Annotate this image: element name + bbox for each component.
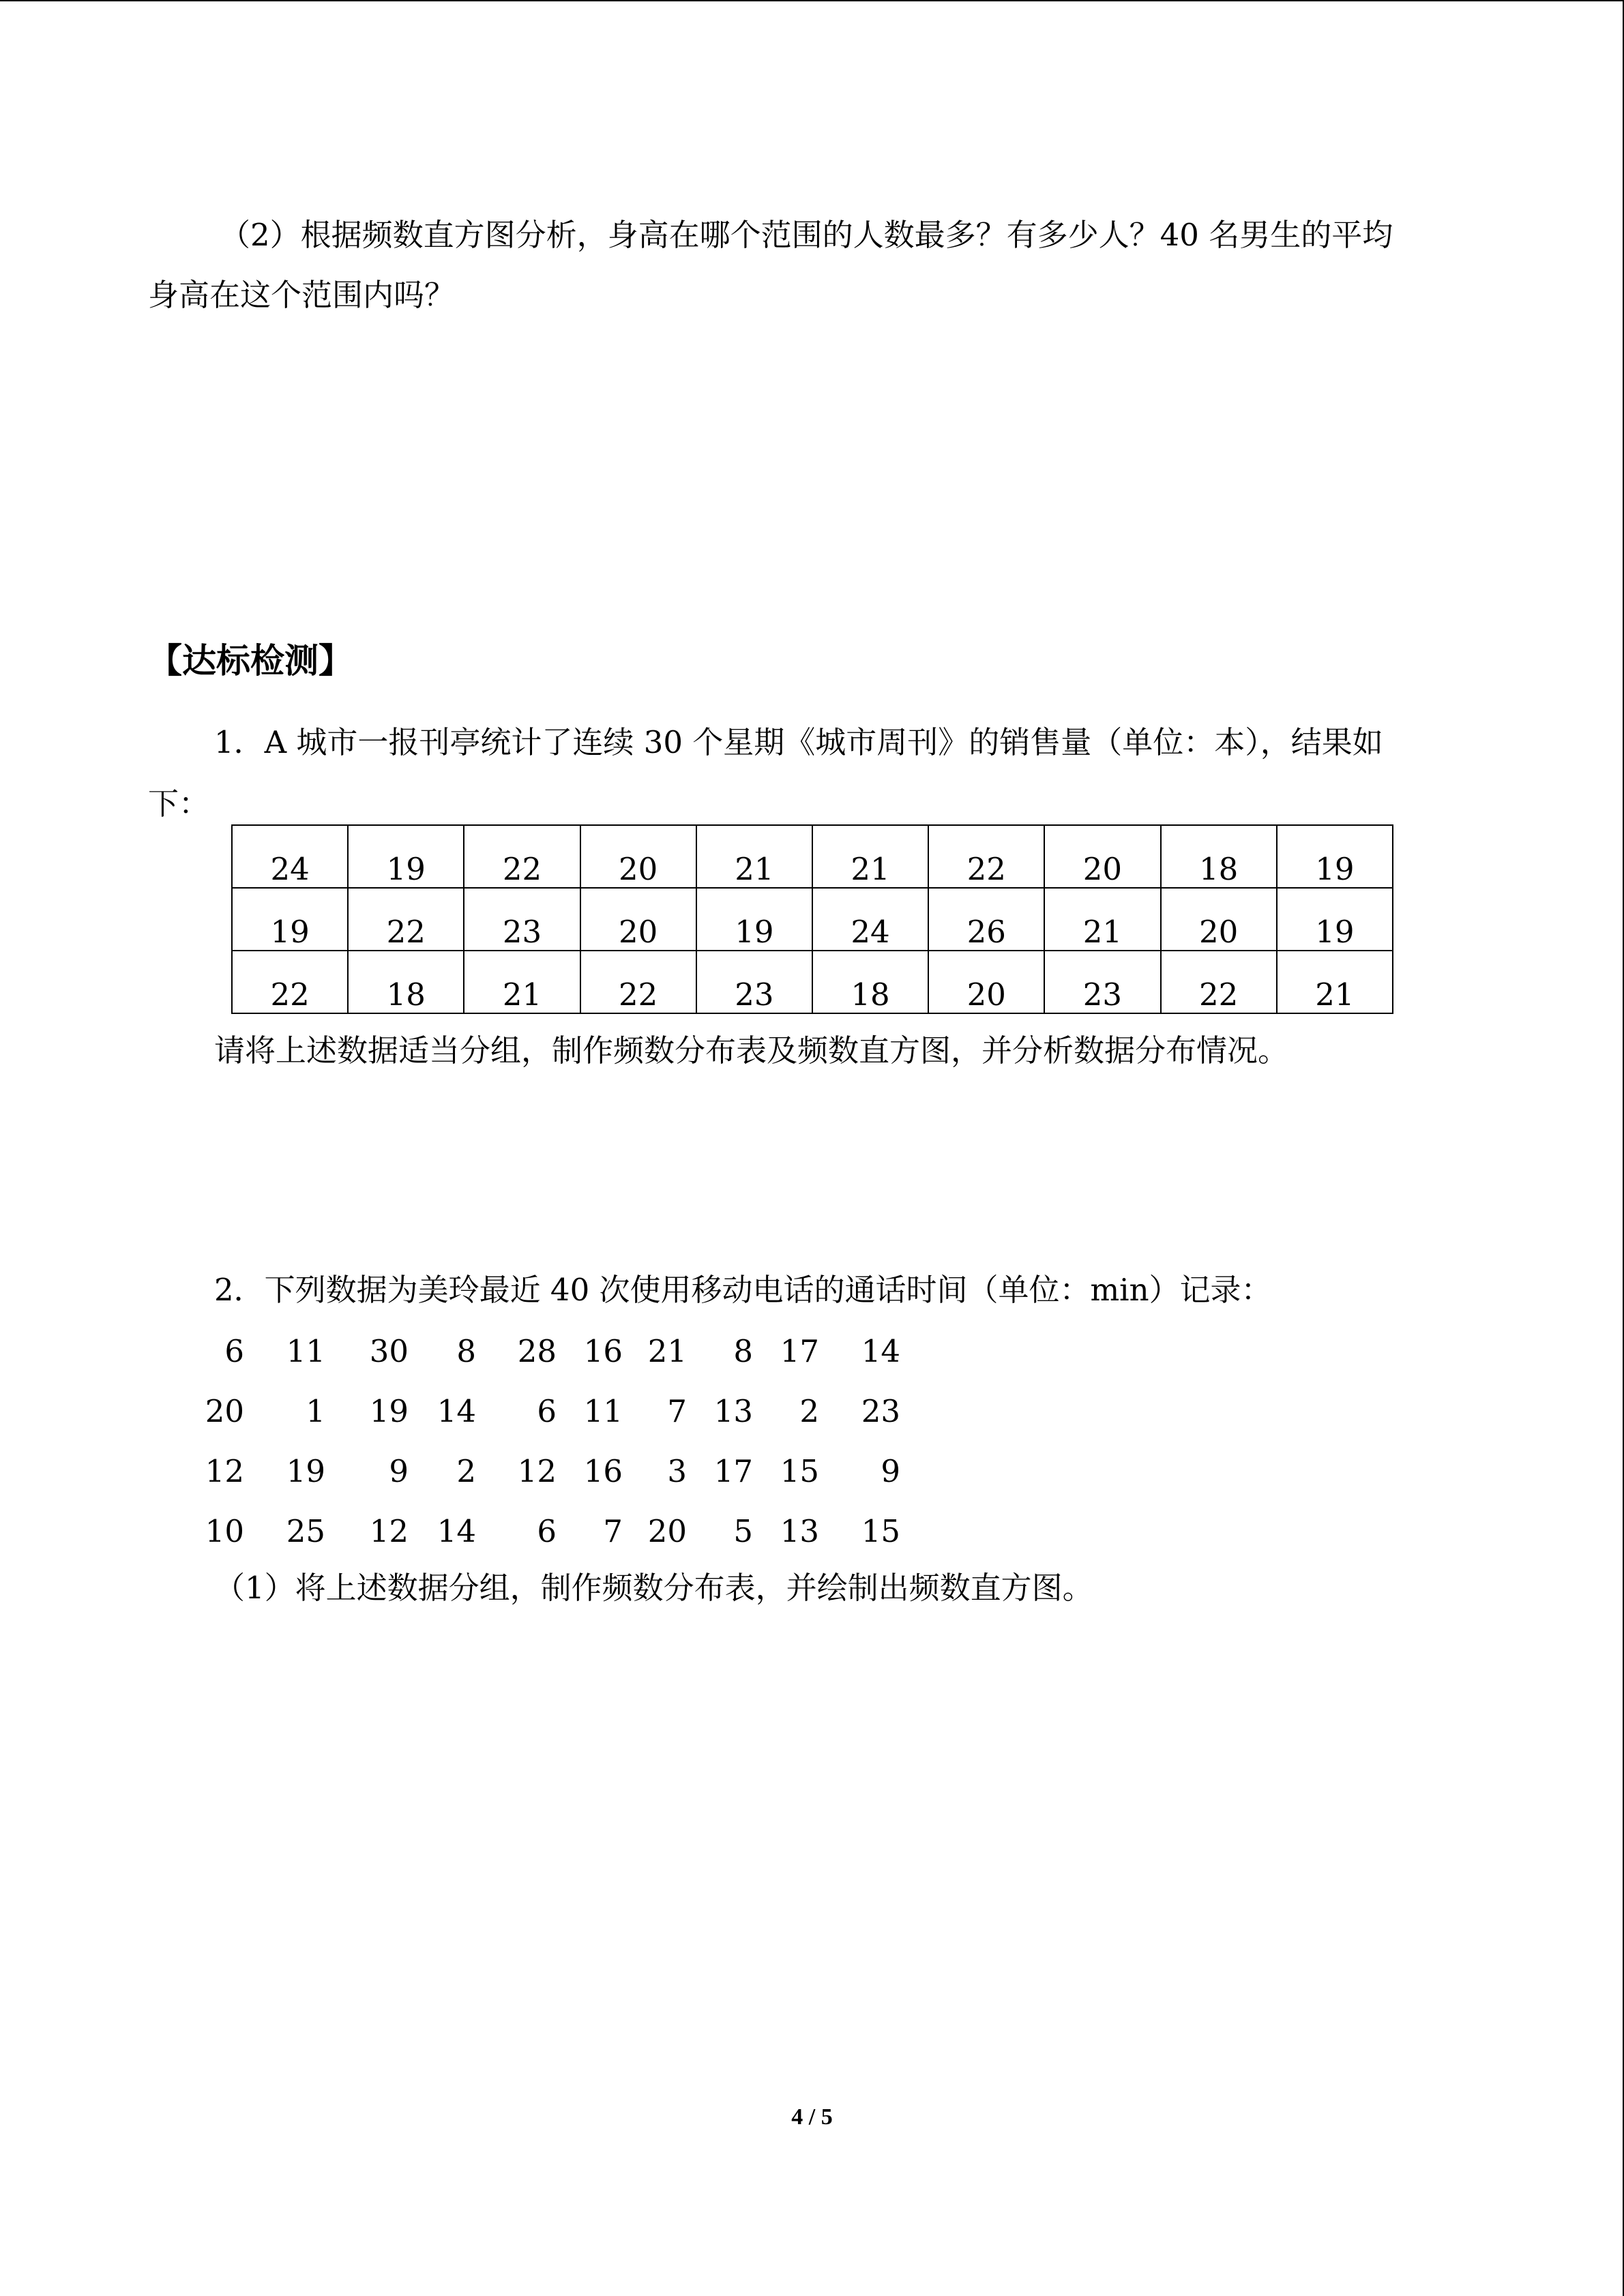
table-cell: 18 [348, 951, 464, 1013]
data-value: 28 [517, 1333, 557, 1369]
data-value: 17 [780, 1333, 819, 1369]
data-value: 15 [780, 1453, 819, 1489]
data-value: 13 [713, 1393, 753, 1429]
table-cell: 24 [812, 888, 928, 951]
data-value: 5 [733, 1513, 753, 1549]
table-cell: 22 [1161, 951, 1277, 1013]
table-row [232, 951, 1393, 1013]
problem-2-line-1: 2．下列数据为美玲最近 40 次使用移动电话的通话时间（单位：min）记录： [214, 1272, 1272, 1308]
table-cell: 22 [348, 888, 464, 951]
table-cell: 20 [580, 825, 696, 888]
table-cell: 21 [696, 825, 812, 888]
table-cell: 21 [1044, 888, 1160, 951]
data-value: 21 [647, 1333, 687, 1369]
data-value: 11 [583, 1393, 623, 1429]
table-cell: 19 [1277, 825, 1393, 888]
table-cell: 18 [812, 951, 928, 1013]
data-value: 8 [456, 1333, 476, 1369]
data-value: 7 [667, 1393, 687, 1429]
table-cell: 19 [696, 888, 812, 951]
problem-2-sub-question-1: （1）将上述数据分组，制作频数分布表，并绘制出频数直方图。 [214, 1570, 1093, 1606]
data-value: 12 [369, 1513, 409, 1549]
table-cell: 24 [232, 825, 348, 888]
data-value: 19 [369, 1393, 409, 1429]
data-value: 25 [286, 1513, 325, 1549]
data-value: 7 [603, 1513, 623, 1549]
data-value: 11 [286, 1333, 325, 1369]
data-value: 2 [799, 1393, 819, 1429]
table-row [232, 888, 1393, 951]
section-heading: 【达标检测】 [148, 641, 353, 681]
table-cell: 20 [928, 951, 1044, 1013]
question-2-line-2: 身高在这个范围内吗？ [148, 277, 456, 313]
table-cell: 21 [464, 951, 580, 1013]
data-value: 17 [713, 1453, 753, 1489]
data-value: 3 [667, 1453, 687, 1489]
table-cell: 22 [928, 825, 1044, 888]
data-value: 9 [389, 1453, 409, 1489]
data-value: 14 [861, 1333, 900, 1369]
table-cell: 19 [348, 825, 464, 888]
data-value: 9 [881, 1453, 900, 1489]
table-cell: 19 [1277, 888, 1393, 951]
data-value: 6 [224, 1333, 244, 1369]
table-row [232, 825, 1393, 888]
data-value: 20 [647, 1513, 687, 1549]
table-cell: 23 [696, 951, 812, 1013]
data-value: 14 [437, 1513, 476, 1549]
data-value: 1 [306, 1393, 325, 1429]
page-number: 4 / 5 [791, 2104, 833, 2130]
table-cell: 21 [1277, 951, 1393, 1013]
data-value: 8 [733, 1333, 753, 1369]
table-cell: 19 [232, 888, 348, 951]
table-cell: 22 [232, 951, 348, 1013]
data-value: 14 [437, 1393, 476, 1429]
sales-data-table [231, 824, 1393, 1014]
table-cell: 20 [1161, 888, 1277, 951]
question-2-line-1: （2）根据频数直方图分析，身高在哪个范围的人数最多？有多少人？40 名男生的平均 [220, 217, 1393, 253]
data-value: 20 [205, 1393, 244, 1429]
table-cell: 26 [928, 888, 1044, 951]
table-cell: 23 [464, 888, 580, 951]
data-value: 2 [456, 1453, 476, 1489]
data-value: 13 [780, 1513, 819, 1549]
problem-1-line-1: 1．A 城市一报刊亭统计了连续 30 个星期《城市周刊》的销售量（单位：本），结果如 [214, 724, 1383, 760]
table-cell: 18 [1161, 825, 1277, 888]
table-cell: 23 [1044, 951, 1160, 1013]
table-cell: 22 [580, 951, 696, 1013]
problem-1-instruction: 请将上述数据适当分组，制作频数分布表及频数直方图，并分析数据分布情况。 [214, 1032, 1289, 1069]
problem-1-line-2: 下： [148, 786, 210, 822]
table-cell: 21 [812, 825, 928, 888]
data-value: 10 [205, 1513, 244, 1549]
data-value: 12 [205, 1453, 244, 1489]
table-cell: 20 [1044, 825, 1160, 888]
data-value: 6 [537, 1393, 557, 1429]
data-value: 16 [583, 1453, 623, 1489]
data-value: 16 [583, 1333, 623, 1369]
data-value: 19 [286, 1453, 325, 1489]
data-value: 12 [517, 1453, 557, 1489]
table-cell: 20 [580, 888, 696, 951]
table-cell: 22 [464, 825, 580, 888]
data-value: 23 [861, 1393, 900, 1429]
data-value: 6 [537, 1513, 557, 1549]
data-value: 30 [369, 1333, 409, 1369]
data-value: 15 [861, 1513, 900, 1549]
